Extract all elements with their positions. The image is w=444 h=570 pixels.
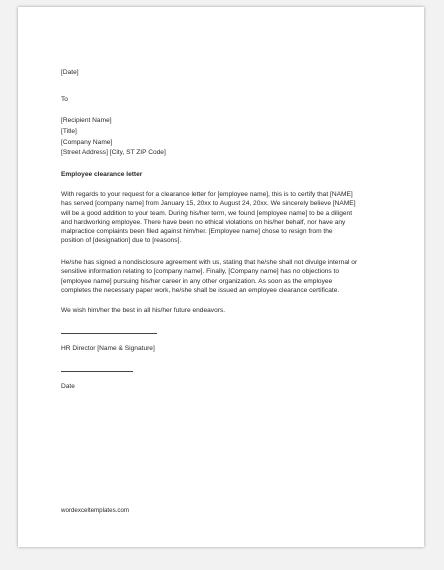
recipient-name: [Recipient Name] (61, 117, 112, 124)
body-paragraph-2 (61, 258, 401, 295)
recipient-company: [Company Name] (61, 138, 113, 146)
footer-site: wordexceltemplates.com (61, 507, 130, 514)
paragraph-line: With regards to your request for a clearance letter for [employee name], this is to certify that [NAME] (61, 191, 353, 198)
date-label: Date (61, 383, 75, 390)
letter-subject: Employee clearance letter (61, 171, 143, 178)
paragraph-line: and hardworking employee. There have been no ethical violations on his/her behalf, nor have any (61, 218, 346, 226)
paragraph-line: has served [company name] from January 15, 20xx to August 24, 20xx. We sincerely believe [NAME] (61, 200, 356, 208)
recipient-title: [Title] (61, 127, 77, 135)
signature-label: HR Director [Name & Signature] (61, 345, 155, 352)
letter-page (18, 7, 424, 547)
paragraph-line: will be a good addition to your team. During his/her term, we found [employee name] to be a diligent (61, 209, 353, 217)
recipient-address: [Street Address] [City, ST ZIP Code] (61, 149, 166, 157)
paragraph-line: He/she has signed a nondisclosure agreement with us, stating that he/she shall not divulge internal or (61, 259, 358, 266)
body-paragraph-1 (61, 190, 401, 246)
recipient-block (61, 116, 401, 158)
to-label: To (61, 96, 68, 103)
paragraph-line: sensitive information relating to [company name]. Finally, [Company name] has no objections to (61, 268, 340, 276)
body-paragraph-3 (61, 306, 401, 315)
date-placeholder: [Date] (61, 69, 79, 76)
date-line (61, 371, 133, 372)
paragraph-line: [employee name] pursuing his/her career in any other organization. As soon as the employee (61, 277, 333, 285)
paragraph-line: completes the necessary paper work, he/she shall be issued an employee clearance certificate. (61, 286, 340, 294)
signature-line (61, 333, 157, 334)
paragraph-line: position of [designation] due to [reasons]. (61, 237, 182, 245)
paragraph-line: We wish him/her the best in all his/her future endeavors. (61, 307, 226, 314)
paragraph-line: malpractice complaints been filed against him/her. [Employee name] chose to resign from the (61, 228, 333, 236)
